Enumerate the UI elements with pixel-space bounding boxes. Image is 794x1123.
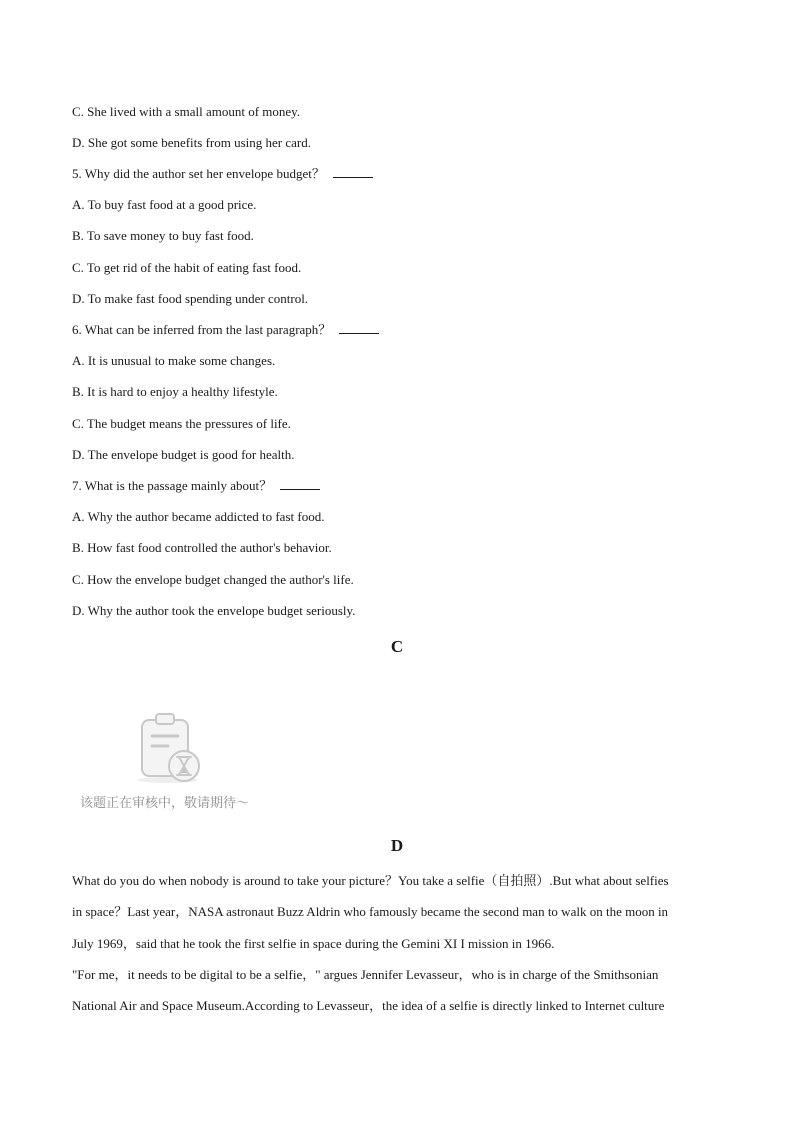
passage-line-3: July 1969，said that he took the first selfie in space during the Gemini XI I mission in 1966. [72, 936, 555, 951]
review-status-text: 该题正在审核中，敬请期待～ [80, 796, 250, 811]
passage-line-1: What do you do when nobody is around to take your picture？You take a selfie（自拍照）.But what about selfies [72, 873, 669, 888]
answer-blank [280, 478, 320, 490]
q5-option-d: D. To make fast food spending under control. [72, 291, 309, 306]
q5-option-a: A. To buy fast food at a good price. [72, 197, 257, 212]
question-5 [72, 166, 373, 182]
question-6 [72, 322, 379, 338]
review-placeholder [80, 712, 270, 812]
section-d-title: D [390, 836, 404, 855]
option-c-prev: C. She lived with a small amount of money. [72, 104, 301, 119]
answer-blank [339, 322, 379, 334]
q6-option-b: B. It is hard to enjoy a healthy lifestyle. [72, 384, 278, 399]
passage-line-2: in space？Last year，NASA astronaut Buzz Aldrin who famously became the second man to walk on the moon in [72, 904, 669, 919]
q7-option-d: D. Why the author took the envelope budget seriously. [72, 603, 356, 618]
answer-blank [333, 166, 373, 178]
q5-option-c: C. To get rid of the habit of eating fast food. [72, 260, 302, 275]
q7-option-b: B. How fast food controlled the author's behavior. [72, 540, 332, 555]
passage-line-5: National Air and Space Museum.According to Levasseur，the idea of a selfie is directly linked to Internet culture [72, 998, 665, 1013]
question-5-text: 5. Why did the author set her envelope budget？ [72, 166, 325, 181]
q7-option-a: A. Why the author became addicted to fast food. [72, 509, 325, 524]
option-d-prev: D. She got some benefits from using her card. [72, 135, 312, 150]
q5-option-b: B. To save money to buy fast food. [72, 228, 254, 243]
question-7 [72, 478, 320, 494]
passage-line-4: "For me，it needs to be digital to be a selfie，" argues Jennifer Levasseur，who is in charge of the Smithsonian [72, 967, 659, 982]
q6-option-c: C. The budget means the pressures of life. [72, 416, 291, 431]
section-c-title: C [390, 637, 404, 656]
question-7-text: 7. What is the passage mainly about？ [72, 478, 273, 493]
q7-option-c: C. How the envelope budget changed the author's life. [72, 572, 354, 587]
question-6-text: 6. What can be inferred from the last paragraph？ [72, 322, 332, 337]
clipboard-hourglass-icon [134, 712, 204, 784]
q6-option-d: D. The envelope budget is good for health. [72, 447, 295, 462]
q6-option-a: A. It is unusual to make some changes. [72, 353, 276, 368]
